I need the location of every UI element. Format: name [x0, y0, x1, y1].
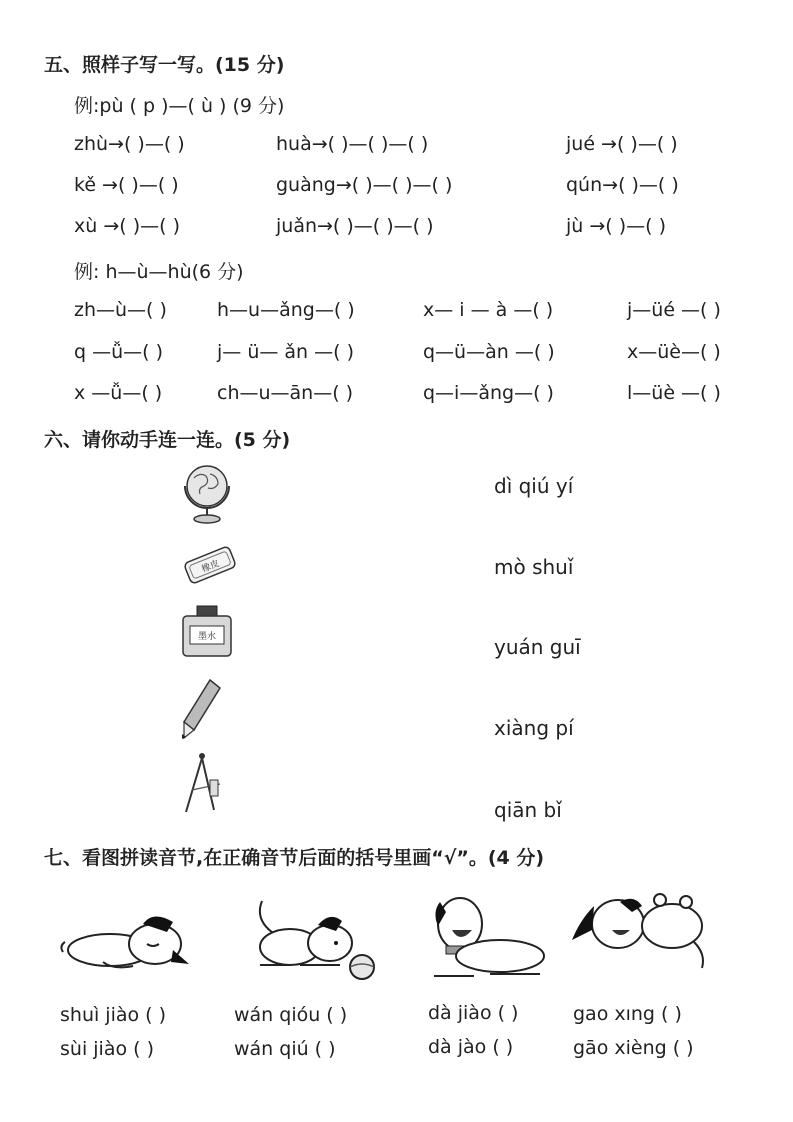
exercise-cell: q —ǚ—( ) [74, 341, 164, 363]
globe-icon [172, 456, 242, 528]
exercise-cell: huà→( )—( )—( ) [276, 133, 429, 155]
section6-title: 六、请你动手连一连。(5 分) [44, 429, 291, 451]
exercise-cell: jué →( )—( ) [566, 133, 678, 155]
option-text: shuì jiào ( ) [60, 1004, 167, 1026]
pinyin-word: qiān bǐ [494, 798, 562, 822]
exercise-cell: juǎn→( )—( )—( ) [276, 215, 434, 237]
option-text: sùi jiào ( ) [60, 1038, 154, 1060]
exercise-cell: q—i—ǎng—( ) [423, 382, 554, 404]
section5-title: 五、照样子写一写。(15 分) [44, 54, 285, 76]
option-text: dà jào ( ) [428, 1036, 514, 1058]
option-text: gāo xièng ( ) [573, 1037, 694, 1059]
exercise-cell: x— i — à —( ) [423, 299, 554, 321]
pinyin-word: yuán guī [494, 635, 581, 659]
pinyin-word: xiàng pí [494, 716, 574, 740]
exercise-cell: h—u—ǎng—( ) [217, 299, 355, 321]
exercise-cell: zh—ù—( ) [74, 299, 167, 321]
ink-bottle-icon [180, 604, 234, 658]
exercise-cell: guàng→( )—( )—( ) [276, 174, 453, 196]
exercise-cell: l—üè —( ) [627, 382, 721, 404]
exercise-cell: j—üé —( ) [627, 299, 721, 321]
sleeping-dog-icon [55, 898, 195, 978]
exercise-cell: xù →( )—( ) [74, 215, 180, 237]
exercise-cell: qún→( )—( ) [566, 174, 679, 196]
section5-example1: 例:pù ( p )—( ù ) (9 分) [74, 95, 285, 117]
exercise-cell: jù →( )—( ) [566, 215, 667, 237]
happy-dog-icon [568, 880, 718, 980]
eraser-icon [180, 540, 240, 590]
playing-dog-icon [240, 895, 380, 983]
section5-example2: 例: h—ù—hù(6 分) [74, 261, 244, 283]
exercise-cell: q—ü—àn —( ) [423, 341, 555, 363]
eraser-label: 橡皮 [200, 558, 221, 575]
exercise-cell: x —ǚ—( ) [74, 382, 163, 404]
barking-dog-icon [420, 888, 555, 988]
pinyin-word: mò shuǐ [494, 555, 574, 579]
compass-icon [180, 750, 230, 816]
option-text: wán qióu ( ) [234, 1004, 348, 1026]
pinyin-word: dì qiú yí [494, 474, 574, 498]
exercise-cell: kě →( )—( ) [74, 174, 179, 196]
pencil-icon [180, 676, 224, 740]
section7-title: 七、看图拼读音节,在正确音节后面的括号里画“√”。(4 分) [44, 847, 545, 869]
exercise-cell: ch—u—ān—( ) [217, 382, 354, 404]
exercise-cell: zhù→( )—( ) [74, 133, 185, 155]
exercise-cell: x—üè—( ) [627, 341, 721, 363]
option-text: dà jiào ( ) [428, 1002, 519, 1024]
option-text: gao xıng ( ) [573, 1003, 682, 1025]
option-text: wán qiú ( ) [234, 1038, 336, 1060]
ink-label: 墨水 [197, 632, 217, 642]
exercise-cell: j— ü— ǎn —( ) [217, 341, 354, 363]
